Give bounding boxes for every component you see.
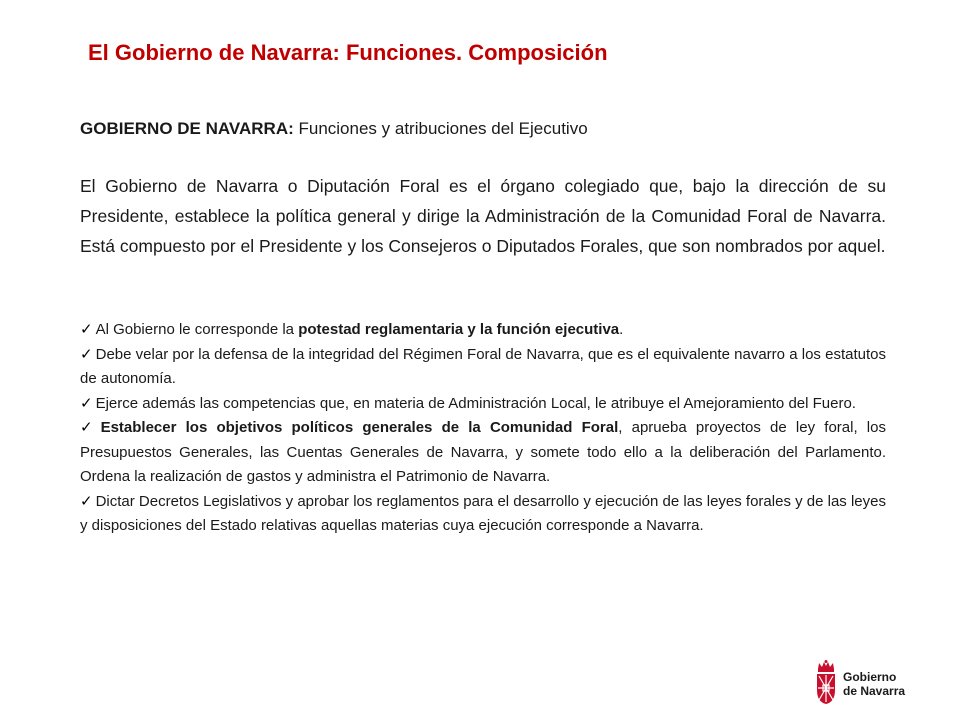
logo-line-2: de Navarra: [843, 684, 906, 698]
gobierno-navarra-logo: [815, 660, 935, 704]
bullet-text: Debe velar por la defensa de la integridad del Régimen Foral de Navarra, que es el equivalente navarro a los estatutos de autonomía.: [80, 345, 886, 387]
bullet-bold-text: potestad reglamentaria y la función ejecutiva: [298, 321, 620, 338]
subtitle-strong: GOBIERNO DE NAVARRA:: [80, 119, 294, 138]
bullet-list: [80, 318, 886, 539]
checkmark-icon: ✓: [80, 345, 93, 363]
checkmark-icon: ✓: [80, 321, 93, 338]
intro-paragraph: El Gobierno de Navarra o Diputación Foral es el órgano colegiado que, bajo la dirección de su Presidente, establece la política general y dirige la Administración de la Comunidad Foral de Navarra. Está compuesto por el Presidente y los Consejeros o Diputados Forales, que son nombrados por aquel.: [80, 176, 886, 256]
logo-wordmark: [843, 670, 905, 698]
bullet-text-end: .: [619, 321, 624, 338]
list-item: [80, 490, 886, 539]
list-item: [80, 343, 886, 392]
list-item: [80, 318, 886, 343]
section-subtitle: [80, 119, 588, 139]
checkmark-icon: ✓: [80, 492, 93, 510]
checkmark-icon: ✓: [80, 419, 98, 436]
bullet-bold-text: Establecer los objetivos políticos generales de la Comunidad Foral: [100, 419, 619, 436]
subtitle-rest: Funciones y atribuciones del Ejecutivo: [293, 119, 588, 138]
page-title: El Gobierno de Navarra: Funciones. Composición: [88, 40, 608, 65]
navarra-shield-icon: [815, 660, 837, 704]
list-item: [80, 392, 886, 417]
logo-line-1: Gobierno: [843, 670, 897, 684]
bullet-text-end: , aprueba proyectos de ley foral, los Presupuestos Generales, las Cuentas Generales de Navarra, y somete todo ello a la deliberación del Parlamento. Ordena la realización de gastos y administra el Patrimonio de Navarra.: [80, 419, 886, 485]
bullet-text: Dictar Decretos Legislativos y aprobar los reglamentos para el desarrollo y ejecución de las leyes forales y de las leyes y disposiciones del Estado relativas aquellas materias cuya ejecución corresponde a Navarra.: [80, 492, 886, 534]
list-item: [80, 416, 886, 490]
bullet-text: Al Gobierno le corresponde la: [95, 321, 299, 338]
checkmark-icon: ✓: [80, 394, 93, 412]
bullet-text: Ejerce además las competencias que, en materia de Administración Local, le atribuye el Amejoramiento del Fuero.: [95, 394, 856, 412]
